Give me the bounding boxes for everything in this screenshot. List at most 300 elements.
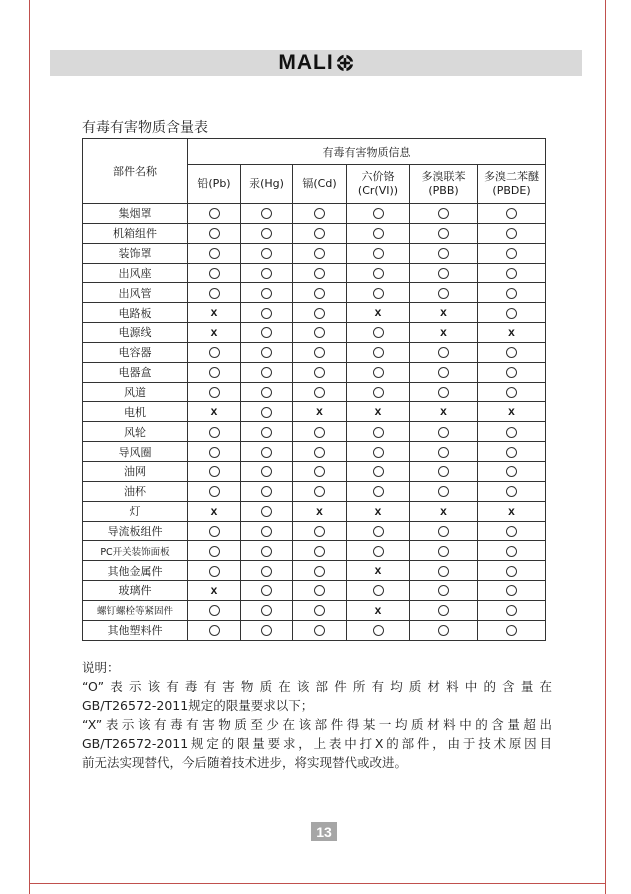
within-limit-mark <box>314 308 325 319</box>
within-limit-mark <box>438 486 449 497</box>
within-limit-mark <box>209 347 220 358</box>
exceeds-limit-mark: x <box>508 404 515 419</box>
substance-mark-cell <box>478 461 546 481</box>
substance-mark-cell <box>410 263 478 283</box>
substance-mark-cell <box>293 620 347 640</box>
exceeds-limit-mark: x <box>374 305 382 320</box>
within-limit-mark <box>314 367 325 378</box>
substance-mark-cell <box>347 461 410 481</box>
within-limit-mark <box>209 486 220 497</box>
part-name-cell: 导流板组件 <box>83 521 188 541</box>
within-limit-mark <box>438 526 449 537</box>
part-name-cell: 机箱组件 <box>83 223 188 243</box>
within-limit-mark <box>261 585 272 596</box>
within-limit-mark <box>314 526 325 537</box>
substance-header <box>241 165 293 204</box>
table-row <box>83 481 546 501</box>
substance-mark-cell <box>293 581 347 601</box>
within-limit-mark <box>209 625 220 636</box>
substance-mark-cell <box>241 283 293 303</box>
substance-mark-cell <box>188 481 241 501</box>
within-limit-mark <box>506 605 517 616</box>
table-row <box>83 342 546 362</box>
within-limit-mark <box>261 566 272 577</box>
part-name-cell: 出风座 <box>83 263 188 283</box>
substance-mark-cell <box>478 204 546 224</box>
substance-mark-cell <box>410 521 478 541</box>
substance-mark-cell <box>188 323 241 343</box>
substance-mark-cell <box>241 501 293 521</box>
table-row <box>83 243 546 263</box>
part-name-cell: 其他塑料件 <box>83 620 188 640</box>
table-row <box>83 303 546 323</box>
within-limit-mark <box>314 228 325 239</box>
substance-mark-cell <box>293 204 347 224</box>
within-limit-mark <box>314 268 325 279</box>
substance-mark-cell <box>410 461 478 481</box>
substance-mark-cell <box>478 323 546 343</box>
substance-header <box>188 165 241 204</box>
substance-mark-cell <box>478 303 546 323</box>
substance-mark-cell <box>347 362 410 382</box>
substance-mark-cell <box>293 600 347 620</box>
exceeds-limit-mark: x <box>316 503 323 518</box>
part-name-cell: 风轮 <box>83 422 188 442</box>
substance-mark-cell <box>241 342 293 362</box>
exceeds-limit-mark: x <box>210 503 218 518</box>
substance-mark-cell <box>293 481 347 501</box>
substance-mark-cell <box>478 481 546 501</box>
within-limit-mark <box>261 327 272 338</box>
substance-mark-cell <box>478 501 546 521</box>
within-limit-mark <box>438 387 449 398</box>
within-limit-mark <box>209 228 220 239</box>
within-limit-mark <box>506 625 517 636</box>
within-limit-mark <box>373 228 384 239</box>
within-limit-mark <box>373 208 384 219</box>
within-limit-mark <box>261 546 272 557</box>
notes-heading: 说明： <box>82 660 120 675</box>
substance-mark-cell <box>410 283 478 303</box>
substance-mark-cell <box>478 402 546 422</box>
substance-mark-cell <box>347 243 410 263</box>
substance-mark-cell <box>293 223 347 243</box>
within-limit-mark <box>506 347 517 358</box>
substance-mark-cell <box>241 541 293 561</box>
within-limit-mark <box>506 466 517 477</box>
substance-mark-cell <box>347 620 410 640</box>
within-limit-mark <box>506 546 517 557</box>
substance-mark-cell <box>347 600 410 620</box>
part-name-cell: 油网 <box>83 461 188 481</box>
table-title: 有毒有害物质含量表 <box>82 120 208 136</box>
exceeds-limit-mark: x <box>374 563 382 578</box>
part-name-cell: 导风圈 <box>83 442 188 462</box>
substance-mark-cell <box>293 521 347 541</box>
table-row <box>83 263 546 283</box>
within-limit-mark <box>438 347 449 358</box>
within-limit-mark <box>373 447 384 458</box>
within-limit-mark <box>209 288 220 299</box>
substance-mark-cell <box>293 243 347 263</box>
within-limit-mark <box>373 526 384 537</box>
within-limit-mark <box>261 427 272 438</box>
within-limit-mark <box>314 327 325 338</box>
exceeds-limit-mark: x <box>374 602 382 617</box>
part-name-cell: 灯 <box>83 501 188 521</box>
within-limit-mark <box>314 347 325 358</box>
substance-mark-cell <box>293 461 347 481</box>
within-limit-mark <box>261 625 272 636</box>
substance-mark-cell <box>478 581 546 601</box>
substance-mark-cell <box>241 382 293 402</box>
within-limit-mark <box>438 585 449 596</box>
within-limit-mark <box>373 585 384 596</box>
within-limit-mark <box>314 387 325 398</box>
table-row <box>83 561 546 581</box>
substance-mark-cell <box>410 541 478 561</box>
substance-mark-cell <box>410 243 478 263</box>
within-limit-mark <box>506 248 517 259</box>
within-limit-mark <box>261 268 272 279</box>
within-limit-mark <box>209 248 220 259</box>
within-limit-mark <box>438 447 449 458</box>
table-row <box>83 442 546 462</box>
substance-mark-cell <box>347 223 410 243</box>
note-x-line-3: 前无法实现替代，今后随着技术进步，将实现替代或改进。 <box>82 755 408 770</box>
substance-mark-cell <box>293 283 347 303</box>
substance-mark-cell <box>188 442 241 462</box>
substance-name: 镉(Cd) <box>302 177 337 190</box>
substance-mark-cell <box>188 243 241 263</box>
within-limit-mark <box>506 427 517 438</box>
substance-header <box>410 165 478 204</box>
within-limit-mark <box>261 288 272 299</box>
within-limit-mark <box>261 407 272 418</box>
substance-mark-cell <box>478 382 546 402</box>
exceeds-limit-mark: x <box>374 503 382 518</box>
substance-mark-cell <box>241 422 293 442</box>
substance-mark-cell <box>188 263 241 283</box>
substance-mark-cell <box>188 303 241 323</box>
exceeds-limit-mark: x <box>440 503 447 518</box>
substance-mark-cell <box>188 382 241 402</box>
exceeds-limit-mark: x <box>440 324 447 339</box>
substance-mark-cell <box>293 402 347 422</box>
within-limit-mark <box>373 546 384 557</box>
substance-mark-cell <box>293 263 347 283</box>
within-limit-mark <box>506 566 517 577</box>
within-limit-mark <box>438 605 449 616</box>
within-limit-mark <box>373 248 384 259</box>
table-row <box>83 620 546 640</box>
substance-mark-cell <box>347 521 410 541</box>
within-limit-mark <box>314 208 325 219</box>
exceeds-limit-mark: x <box>508 324 515 339</box>
substance-mark-cell <box>347 303 410 323</box>
within-limit-mark <box>438 228 449 239</box>
within-limit-mark <box>373 347 384 358</box>
substance-mark-cell <box>188 362 241 382</box>
table-row <box>83 581 546 601</box>
exceeds-limit-mark: x <box>508 503 515 518</box>
within-limit-mark <box>373 268 384 279</box>
within-limit-mark <box>373 387 384 398</box>
substance-symbol: (Cr(VI)) <box>357 184 399 197</box>
page-border-left <box>29 0 30 894</box>
within-limit-mark <box>261 526 272 537</box>
exceeds-limit-mark: x <box>210 404 218 419</box>
substance-mark-cell <box>347 283 410 303</box>
substance-mark-cell <box>293 382 347 402</box>
part-name-cell: 风道 <box>83 382 188 402</box>
within-limit-mark <box>209 387 220 398</box>
exceeds-limit-mark: x <box>316 404 323 419</box>
within-limit-mark <box>506 486 517 497</box>
substance-mark-cell <box>478 342 546 362</box>
substance-name: 多溴联苯 <box>421 170 466 183</box>
substance-mark-cell <box>347 442 410 462</box>
logo-text: MALI <box>278 51 334 74</box>
page-border-bottom <box>29 883 606 884</box>
substance-mark-cell <box>293 501 347 521</box>
within-limit-mark <box>506 308 517 319</box>
substance-mark-cell <box>241 303 293 323</box>
substance-mark-cell <box>478 620 546 640</box>
table-row <box>83 362 546 382</box>
substance-mark-cell <box>410 422 478 442</box>
substance-mark-cell <box>241 581 293 601</box>
part-name-cell: 电器盒 <box>83 362 188 382</box>
substance-mark-cell <box>293 362 347 382</box>
within-limit-mark <box>314 585 325 596</box>
substance-mark-cell <box>478 362 546 382</box>
substance-mark-cell <box>478 263 546 283</box>
substance-mark-cell <box>241 461 293 481</box>
exceeds-limit-mark: x <box>210 324 218 339</box>
within-limit-mark <box>209 566 220 577</box>
substance-mark-cell <box>347 263 410 283</box>
table-row <box>83 521 546 541</box>
substance-mark-cell <box>241 442 293 462</box>
within-limit-mark <box>373 625 384 636</box>
header-band <box>50 50 582 76</box>
within-limit-mark <box>506 585 517 596</box>
within-limit-mark <box>438 268 449 279</box>
within-limit-mark <box>506 268 517 279</box>
logo-mark-icon <box>336 54 354 72</box>
substance-mark-cell <box>293 323 347 343</box>
within-limit-mark <box>261 347 272 358</box>
within-limit-mark <box>506 447 517 458</box>
exceeds-limit-mark: x <box>440 305 447 320</box>
within-limit-mark <box>373 486 384 497</box>
within-limit-mark <box>373 427 384 438</box>
within-limit-mark <box>261 208 272 219</box>
substance-mark-cell <box>188 342 241 362</box>
substance-mark-cell <box>241 481 293 501</box>
within-limit-mark <box>506 387 517 398</box>
substance-mark-cell <box>347 581 410 601</box>
substance-mark-cell <box>188 561 241 581</box>
substance-mark-cell <box>241 204 293 224</box>
substance-mark-cell <box>188 521 241 541</box>
within-limit-mark <box>209 268 220 279</box>
substance-mark-cell <box>188 581 241 601</box>
within-limit-mark <box>209 208 220 219</box>
within-limit-mark <box>209 367 220 378</box>
within-limit-mark <box>373 367 384 378</box>
substance-mark-cell <box>410 223 478 243</box>
substance-mark-cell <box>478 223 546 243</box>
substance-mark-cell <box>293 303 347 323</box>
substance-mark-cell <box>188 422 241 442</box>
within-limit-mark <box>506 367 517 378</box>
within-limit-mark <box>261 486 272 497</box>
substance-mark-cell <box>478 561 546 581</box>
part-name-cell: 其他金属件 <box>83 561 188 581</box>
substance-mark-cell <box>347 382 410 402</box>
within-limit-mark <box>438 566 449 577</box>
substance-mark-cell <box>241 223 293 243</box>
within-limit-mark <box>438 367 449 378</box>
within-limit-mark <box>506 526 517 537</box>
within-limit-mark <box>261 387 272 398</box>
substance-mark-cell <box>241 323 293 343</box>
part-name-cell: 螺钉螺栓等紧固件 <box>83 600 188 620</box>
within-limit-mark <box>261 248 272 259</box>
table-row <box>83 382 546 402</box>
brand-logo <box>278 51 353 75</box>
substance-mark-cell <box>410 481 478 501</box>
within-limit-mark <box>209 466 220 477</box>
within-limit-mark <box>261 466 272 477</box>
within-limit-mark <box>438 466 449 477</box>
substance-mark-cell <box>478 243 546 263</box>
substance-mark-cell <box>188 620 241 640</box>
substance-mark-cell <box>347 541 410 561</box>
part-name-cell: 电源线 <box>83 323 188 343</box>
within-limit-mark <box>314 605 325 616</box>
within-limit-mark <box>314 447 325 458</box>
substance-mark-cell <box>410 382 478 402</box>
substance-info-header: 有毒有害物质信息 <box>188 139 546 165</box>
substance-mark-cell <box>410 600 478 620</box>
within-limit-mark <box>314 546 325 557</box>
table-row <box>83 283 546 303</box>
substance-mark-cell <box>410 442 478 462</box>
substance-mark-cell <box>188 501 241 521</box>
substance-mark-cell <box>478 521 546 541</box>
substance-mark-cell <box>188 461 241 481</box>
substance-mark-cell <box>347 422 410 442</box>
substance-mark-cell <box>478 283 546 303</box>
exceeds-limit-mark: x <box>374 404 382 419</box>
substance-mark-cell <box>293 541 347 561</box>
note-o-line-2: GB/T26572-2011规定的限量要求以下； <box>82 698 314 713</box>
within-limit-mark <box>314 427 325 438</box>
table-row <box>83 461 546 481</box>
table-row <box>83 323 546 343</box>
within-limit-mark <box>261 228 272 239</box>
note-x-line-1: “X”表示该有毒有害物质至少在该部件得某一均质材料中的含量超出 <box>82 717 552 732</box>
part-name-cell: 油杯 <box>83 481 188 501</box>
within-limit-mark <box>314 486 325 497</box>
table-row <box>83 541 546 561</box>
substance-mark-cell <box>410 204 478 224</box>
exceeds-limit-mark: x <box>210 582 218 597</box>
table-row <box>83 223 546 243</box>
substance-mark-cell <box>410 561 478 581</box>
substance-mark-cell <box>347 501 410 521</box>
substance-mark-cell <box>347 323 410 343</box>
exceeds-limit-mark: x <box>440 404 447 419</box>
substance-name: 多溴二苯醚 <box>484 170 540 183</box>
note-o-line-1: “O”表示该有毒有害物质在该部件所有均质材料中的含量在 <box>82 679 552 694</box>
hazardous-substance-table <box>82 138 546 641</box>
within-limit-mark <box>438 625 449 636</box>
table-row <box>83 501 546 521</box>
within-limit-mark <box>373 327 384 338</box>
within-limit-mark <box>506 288 517 299</box>
table-row <box>83 422 546 442</box>
substance-mark-cell <box>347 204 410 224</box>
substance-mark-cell <box>241 263 293 283</box>
substance-mark-cell <box>293 442 347 462</box>
substance-mark-cell <box>241 243 293 263</box>
substance-mark-cell <box>241 362 293 382</box>
substance-mark-cell <box>293 561 347 581</box>
substance-mark-cell <box>410 362 478 382</box>
within-limit-mark <box>261 605 272 616</box>
part-name-cell: 电路板 <box>83 303 188 323</box>
notes-section <box>82 658 552 772</box>
substance-mark-cell <box>241 600 293 620</box>
substance-mark-cell <box>241 620 293 640</box>
within-limit-mark <box>261 367 272 378</box>
substance-mark-cell <box>347 561 410 581</box>
table-row <box>83 204 546 224</box>
within-limit-mark <box>373 288 384 299</box>
part-name-cell: 装饰罩 <box>83 243 188 263</box>
substance-mark-cell <box>478 442 546 462</box>
within-limit-mark <box>438 248 449 259</box>
substance-mark-cell <box>478 541 546 561</box>
within-limit-mark <box>438 546 449 557</box>
table-row <box>83 402 546 422</box>
substance-header <box>293 165 347 204</box>
substance-mark-cell <box>188 402 241 422</box>
note-x-line-2: GB/T26572-2011规定的限量要求，上表中打X的部件，由于技术原因目 <box>82 736 552 751</box>
within-limit-mark <box>438 288 449 299</box>
substance-name: 铅(Pb) <box>197 177 231 190</box>
substance-mark-cell <box>293 422 347 442</box>
substance-mark-cell <box>241 402 293 422</box>
substance-mark-cell <box>410 581 478 601</box>
substance-mark-cell <box>410 323 478 343</box>
substance-header <box>347 165 410 204</box>
within-limit-mark <box>506 208 517 219</box>
within-limit-mark <box>261 447 272 458</box>
within-limit-mark <box>314 625 325 636</box>
within-limit-mark <box>314 566 325 577</box>
within-limit-mark <box>506 228 517 239</box>
within-limit-mark <box>261 308 272 319</box>
part-name-cell: 集烟罩 <box>83 204 188 224</box>
part-name-cell: PC开关装饰面板 <box>83 541 188 561</box>
substance-mark-cell <box>241 521 293 541</box>
substance-mark-cell <box>188 541 241 561</box>
